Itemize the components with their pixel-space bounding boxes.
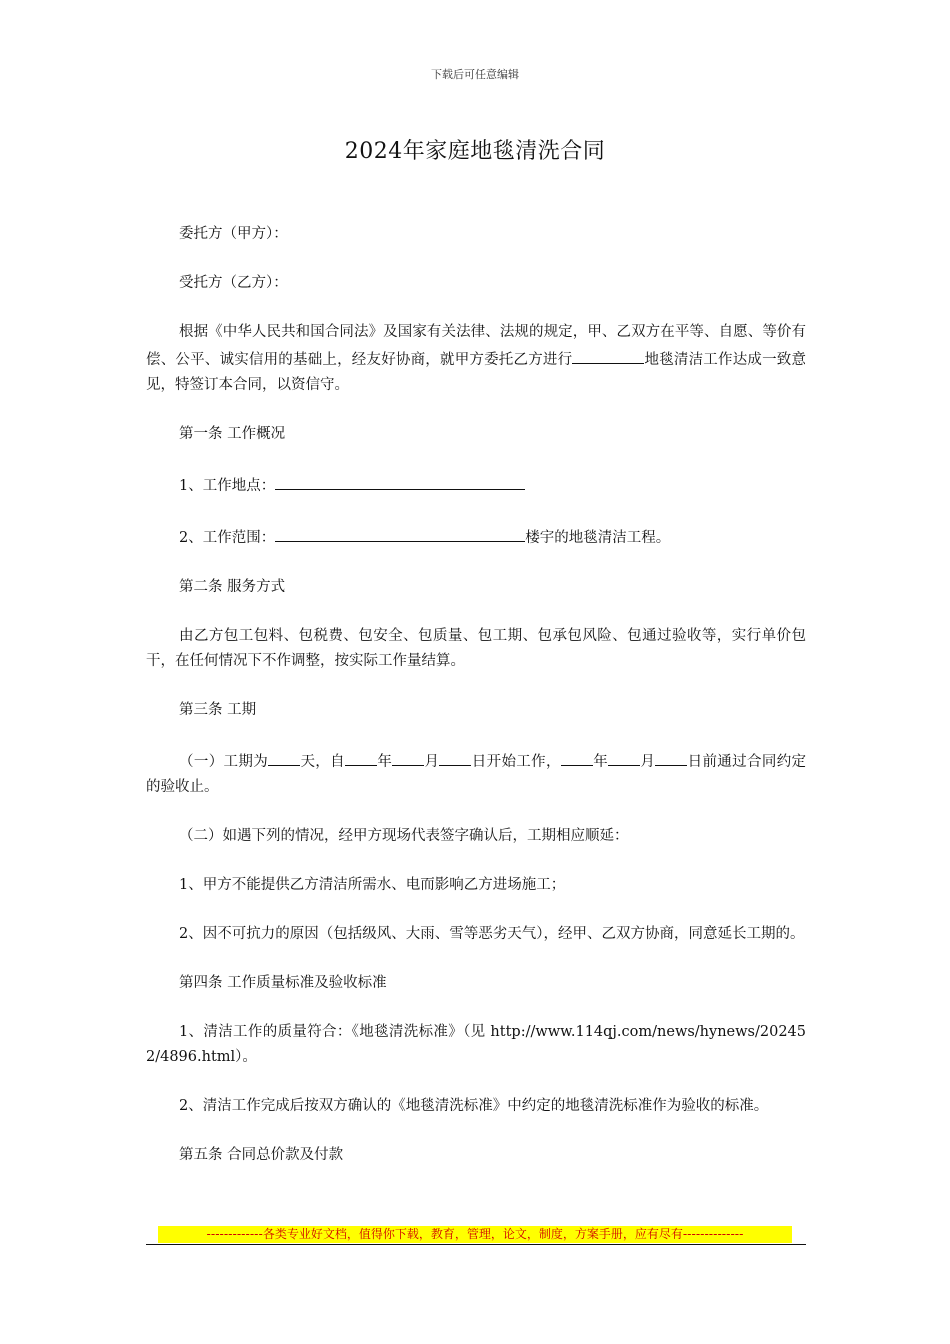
end-year-blank (561, 747, 593, 766)
end-day-blank (655, 747, 687, 766)
extension-item-2: 2、因不可抗力的原因（包括级风、大雨、雪等恶劣天气），经甲、乙双方协商，同意延长工期的。 (179, 926, 805, 942)
period-text: 日前通过合同约定的验收止。 (146, 754, 807, 795)
work-location-label: 1、工作地点： (179, 478, 276, 494)
footer-divider (146, 1244, 806, 1245)
period-text: 年 (592, 754, 609, 770)
work-scope-line (146, 523, 806, 551)
work-location-line (146, 471, 806, 499)
article-1-heading: 第一条 工作概况 (179, 426, 286, 442)
extension-intro: （二）如遇下列的情况，经甲方现场代表签字确认后，工期相应顺延： (179, 828, 629, 844)
intro-paragraph (146, 320, 806, 398)
start-year-blank (345, 747, 377, 766)
period-text: 月 (640, 754, 656, 770)
end-month-blank (608, 747, 640, 766)
start-month-blank (392, 747, 424, 766)
work-scope-suffix: 楼宇的地毯清洁工程。 (525, 530, 671, 546)
intro-text-1: 根据《中华人民共和国合同法》及国家有关法律、法规的规定，甲、乙双方在平等、自愿、等价有偿、公平、诚实信用的基础上，经友好协商，就甲方委托乙方进行 (146, 324, 806, 368)
period-text: 年 (377, 754, 393, 770)
article-3-heading: 第三条 工期 (179, 702, 257, 718)
work-period-paragraph (146, 747, 806, 800)
period-text: 日开始工作， (471, 754, 561, 770)
extension-item-1: 1、甲方不能提供乙方清洁所需水、电而影响乙方进场施工； (179, 877, 566, 893)
article-2-heading: 第二条 服务方式 (179, 579, 286, 595)
quality-item-2: 2、清洁工作完成后按双方确认的《地毯清洗标准》中约定的地毯清洗标准作为验收的标准。 (179, 1098, 769, 1114)
period-text: 月 (424, 754, 440, 770)
article-4-heading: 第四条 工作质量标准及验收标准 (179, 975, 387, 991)
party-a-line: 委托方（甲方）： (179, 226, 288, 242)
period-text: （一）工期为 (179, 754, 269, 770)
work-scope-label: 2、工作范围： (179, 530, 276, 546)
intro-text-2: 地毯清洁工作达成一致意见，特签订本合同，以资信守。 (146, 352, 807, 393)
document-title: 2024年家庭地毯清洗合同 (344, 139, 606, 164)
party-b-line: 受托方（乙方）： (179, 275, 288, 291)
page-header-note: 下载后可任意编辑 (431, 68, 519, 81)
quality-item-1: 1、清洁工作的质量符合：《地毯清洗标准》（见 http://www.114qj.com/news/hynews/202452/4896.html）。 (146, 1024, 806, 1065)
footer-banner: -------------各类专业好文档，值得你下载，教育，管理，论文，制度，方案手册，应有尽有-------------- (158, 1226, 792, 1243)
work-scope-blank (275, 523, 525, 542)
article-5-heading: 第五条 合同总价款及付款 (179, 1147, 344, 1163)
project-blank (572, 345, 644, 364)
days-blank (268, 747, 300, 766)
period-text: 天，自 (300, 754, 345, 770)
contract-body (146, 222, 806, 1192)
work-location-blank (275, 471, 525, 490)
article-2-body: 由乙方包工包料、包税费、包安全、包质量、包工期、包承包风险、包通过验收等，实行单价包干，在任何情况下不作调整，按实际工作量结算。 (146, 628, 806, 669)
start-day-blank (439, 747, 471, 766)
